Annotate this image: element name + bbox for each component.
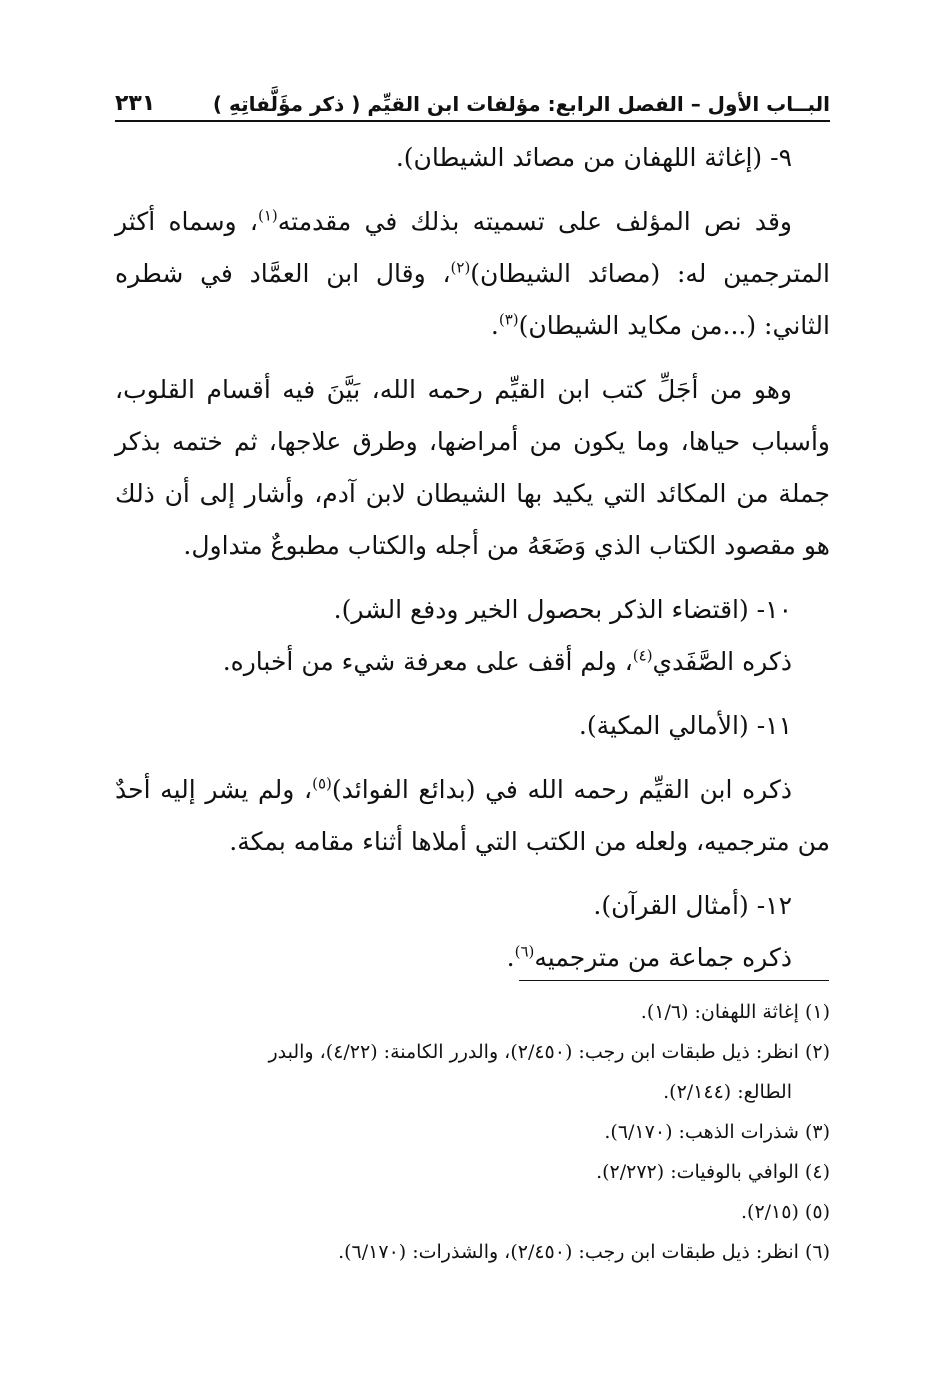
footnote-4: (٤) الوافي بالوفيات: (٢/٢٧٢). [596, 1161, 830, 1183]
paragraph-item-12: ذكره جماعة من مترجميه$^{(٦)}$. [506, 942, 792, 972]
footnote-ref-2: (٢) [450, 258, 471, 277]
item-10-heading: ١٠- (اقتضاء الذكر بحصول الخير ودفع الشر). [333, 595, 792, 624]
paragraph-description: وهو من أجَلِّ كتب ابن القيِّم رحمه الله، بَيَّنَ فيه أقسام القلوب، وأسباب حياها، وما يكون من أمراضها، وطرق علاجها، ثم ختمه بذكر جملة من المكائد التي يكيد بها الشيطان لابن آدم، وأشار إلى أن ذلك هو مقصود الكتاب الذي وَضَعَهُ من أجله والكتاب مطبوعٌ متداول. [115, 375, 830, 560]
footnote-ref-3: (٣) [498, 310, 519, 329]
footnote-3: (٣) شذرات الذهب: (٦/١٧٠). [604, 1121, 830, 1143]
footnotes [115, 992, 830, 1272]
footnote-1: (١) إغاثة اللهفان: (١/٦). [640, 1001, 830, 1023]
footnote-ref-6: (٦) [514, 942, 535, 961]
item-12-heading: ١٢- (أمثال القرآن). [593, 891, 792, 920]
footnote-2: (٢) انظر: ذيل طبقات ابن رجب: (٢/٤٥٠)، والدرر الكامنة: (٤/٢٢)، والبدر [268, 1041, 830, 1063]
footnote-5: (٥) (٢/١٥). [741, 1201, 830, 1223]
main-text [115, 132, 830, 984]
header-title: البــاب الأول – الفصل الرابع: مؤلفات ابن القيِّم ( ذكر مؤَلَّفاتِهِ ) [212, 92, 830, 116]
footnote-ref-5: (٥) [312, 774, 332, 793]
footnote-divider [519, 980, 829, 981]
item-9-heading: ٩- (إغاثة اللهفان من مصائد الشيطان). [395, 143, 792, 172]
footnote-ref-4: (٤) [632, 646, 653, 665]
item-11-heading: ١١- (الأمالي المكية). [578, 711, 792, 740]
running-header [115, 84, 830, 122]
page-number: ٢٣١ [115, 91, 156, 116]
footnote-6: (٦) انظر: ذيل طبقات ابن رجب: (٢/٤٥٠)، والشذرات: (٦/١٧٠). [338, 1241, 830, 1263]
footnote-ref-1: (١) [257, 206, 278, 225]
paragraph-item-11: ذكره ابن القيِّم رحمه الله في (بدائع الفوائد)$^{(٥)}$، ولم يشر إليه أحدٌ من مترجميه، ولعله من الكتب التي أملاها أثناء مقامه بمكة. [115, 774, 830, 856]
footnote-2-continued: الطالع: (٢/١٤٤). [663, 1081, 792, 1103]
paragraph-item-10: ذكره الصَّفَدي$^{(٤)}$، ولم أقف على معرفة شيء من أخباره. [222, 646, 792, 676]
paragraph-naming: وقد نص المؤلف على تسميته بذلك في مقدمته$^{(١)}$، وسماه أكثر المترجمين له: (مصائد الشيطان)$^{(٢)}$، وقال ابن العمَّاد في شطره الثاني: (...من مكايد الشيطان)$^{(٣)}$. [115, 206, 830, 340]
